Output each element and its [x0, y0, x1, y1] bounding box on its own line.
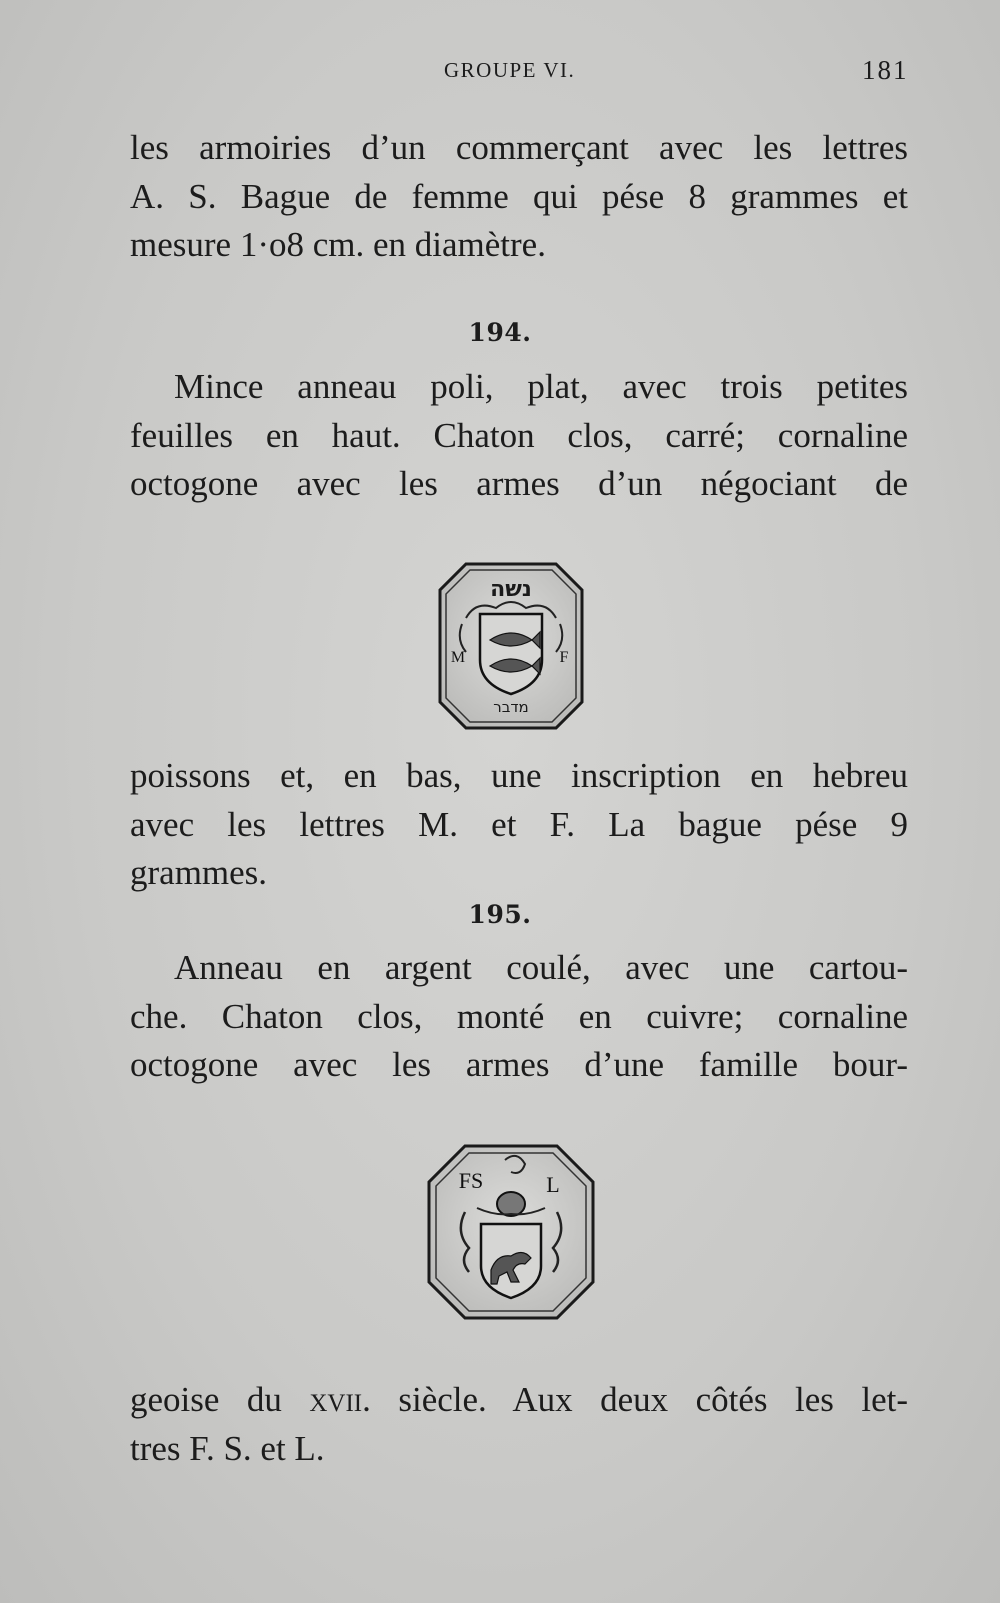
seal-letter-right: F	[559, 649, 569, 666]
text-line: avec les lettres M. et F. La bague pése 9	[130, 804, 908, 844]
text-line: grammes.	[130, 853, 268, 892]
helmet-icon	[497, 1192, 525, 1216]
seal-hebrew-top: נשה	[490, 577, 532, 602]
text-line: che. Chaton clos, monté en cuivre; cornaline	[130, 996, 908, 1036]
text-line: poissons et, en bas, une inscription en hebreu	[130, 756, 908, 795]
seal-letters-left: FS	[458, 1168, 484, 1193]
text-line: octogone avec les armes d’une famille bour-	[130, 1045, 908, 1084]
seal-letter-left: M	[450, 649, 466, 666]
running-head	[0, 55, 1000, 88]
text-line: les armoiries d’un commerçant avec les lettres	[130, 128, 908, 167]
entry-194-continuation	[130, 752, 908, 898]
seal-illustration-194	[436, 560, 586, 732]
text-line: feuilles en haut. Chaton clos, carré; cornaline	[130, 415, 908, 455]
page-number: 181	[862, 55, 909, 85]
text-line	[130, 1376, 908, 1425]
entry-number-195: 195.	[468, 900, 532, 929]
text-line: tres F. S. et L.	[130, 1428, 325, 1468]
text-fragment: . siècle. Aux deux côtés les let-	[362, 1380, 908, 1419]
entry-195-description	[130, 944, 908, 1090]
running-head-title: GROUPE VI.	[444, 58, 576, 82]
seal-hebrew-bottom: מדבר	[493, 698, 529, 716]
text-line: A. S. Bague de femme qui pése 8 grammes et	[130, 176, 908, 216]
text-fragment: geoise du	[130, 1380, 310, 1419]
continuation-paragraph	[130, 124, 908, 270]
text-line: Mince anneau poli, plat, avec trois petites	[174, 367, 908, 406]
entry-194-description	[130, 363, 908, 509]
shield-icon	[480, 614, 542, 694]
text-line: Anneau en argent coulé, avec une cartou-	[174, 948, 908, 987]
entry-number-194: 194.	[468, 318, 532, 347]
seal-letter-right: L	[546, 1172, 560, 1197]
seal-illustration-195	[425, 1142, 597, 1322]
entry-195-continuation	[130, 1376, 908, 1473]
text-line: mesure 1·o8 cm. en diamètre.	[130, 225, 546, 264]
text-line: octogone avec les armes d’un négociant de	[130, 464, 908, 503]
century-numeral: xvii	[309, 1380, 363, 1419]
